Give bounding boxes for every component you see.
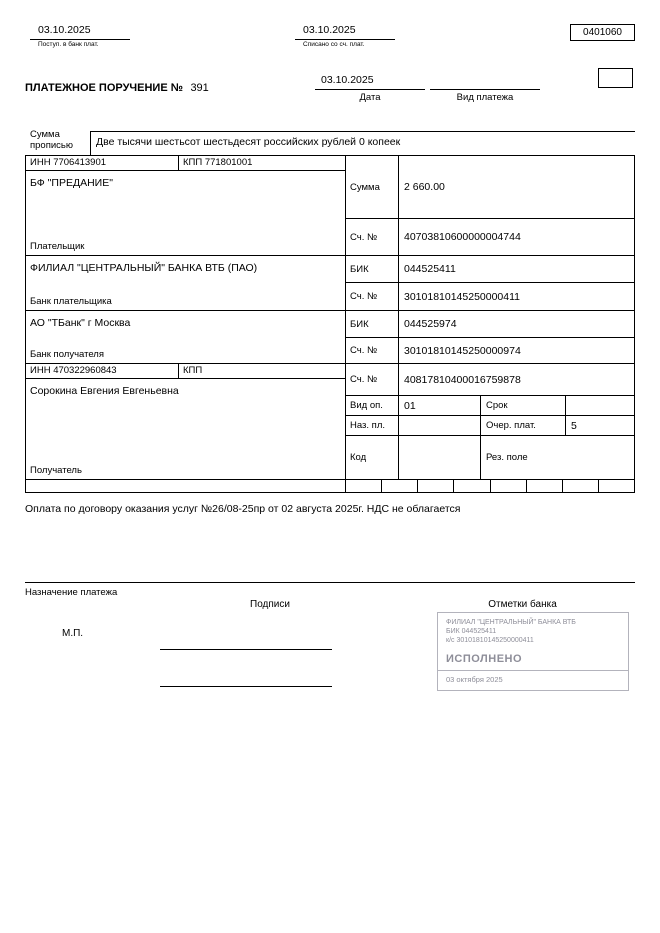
tax-field-cell <box>491 480 527 492</box>
bank-marks-label: Отметки банка <box>488 599 557 610</box>
payer-bank-bik-label: БИК <box>346 256 399 282</box>
document-date: 03.10.2025 <box>315 74 425 90</box>
payer-kpp: КПП 771801001 <box>183 157 253 168</box>
amount-words-label <box>30 129 88 151</box>
document-title <box>25 78 209 96</box>
debited-date-label: Списано со сч. плат. <box>303 41 365 48</box>
payer-bank-bik: 044525411 <box>404 263 456 275</box>
requisites-left-column <box>26 156 346 479</box>
amount-words-label-line1: Сумма <box>30 129 60 140</box>
tax-field-cell <box>599 480 634 492</box>
document-date-label: Дата <box>359 92 381 103</box>
receiver-account: 40817810400016759878 <box>404 373 521 386</box>
document-number: 391 <box>190 82 209 94</box>
stamp-corr-account: к/с 30101810145250000411 <box>446 637 534 644</box>
amount-words-label-line2: прописью <box>30 140 73 151</box>
payer-block <box>26 171 345 256</box>
requisites-table <box>25 155 635 480</box>
receiver-name: Сорокина Евгения Евгеньевна <box>30 385 179 397</box>
received-date-block <box>30 24 130 48</box>
purpose-code-label: Наз. пл. <box>346 416 399 435</box>
sum-row <box>346 156 634 219</box>
stamp-bik: БИК 044525411 <box>446 628 497 635</box>
status-field-box <box>598 68 633 88</box>
debited-date-block <box>295 24 395 48</box>
signature-line-1 <box>160 634 332 650</box>
op-type-value: 01 <box>399 396 481 415</box>
receiver-bank-block <box>26 311 345 364</box>
tax-field-cell <box>527 480 563 492</box>
sum-label: Сумма <box>346 156 399 218</box>
tax-fields-row <box>25 480 635 493</box>
receiver-bank-account-row <box>346 338 634 364</box>
payer-bank-block <box>26 256 345 311</box>
tax-field-cell <box>382 480 418 492</box>
purpose-code-value <box>399 416 481 435</box>
receiver-account-row <box>346 364 634 396</box>
receiver-bank-bik-row <box>346 311 634 338</box>
signature-line-2 <box>160 671 332 687</box>
payer-account-row <box>346 219 634 256</box>
receiver-bank-bik-label: БИК <box>346 311 399 337</box>
tax-field-cell <box>418 480 454 492</box>
receiver-kpp: КПП <box>183 365 203 376</box>
tax-field-cell <box>346 480 382 492</box>
payment-purpose-area <box>25 493 635 583</box>
payment-type-value <box>430 74 540 90</box>
payer-inn-row <box>26 156 345 171</box>
payer-inn: ИНН 7706413901 <box>26 156 179 170</box>
priority-row <box>346 416 634 436</box>
requisites-right-column <box>346 156 634 479</box>
bank-stamp <box>437 612 629 691</box>
term-label: Срок <box>481 396 566 415</box>
payer-bank-bik-row <box>346 256 634 283</box>
sum-value: 2 660.00 <box>404 181 445 193</box>
op-type-row <box>346 396 634 416</box>
document-date-block <box>315 74 425 103</box>
code-value <box>399 436 481 479</box>
code-label: Код <box>346 436 399 479</box>
signatures-label: Подписи <box>250 599 290 610</box>
payer-bank-name: ФИЛИАЛ "ЦЕНТРАЛЬНЫЙ" БАНКА ВТБ (ПАО) <box>30 262 258 274</box>
payer-account-label: Сч. № <box>346 219 399 255</box>
mp-label: М.П. <box>62 628 84 639</box>
receiver-block <box>26 379 345 479</box>
receiver-account-label: Сч. № <box>346 364 399 395</box>
received-date: 03.10.2025 <box>30 24 130 40</box>
debited-date: 03.10.2025 <box>295 24 395 40</box>
stamp-bank-name: ФИЛИАЛ "ЦЕНТРАЛЬНЫЙ" БАНКА ВТБ <box>446 619 576 626</box>
priority-value: 5 <box>571 419 577 432</box>
payer-bank-account-row <box>346 283 634 311</box>
receiver-bank-name: АО "ТБанк" г Москва <box>30 317 131 329</box>
amount-words-value: Две тысячи шестьсот шестьдесят российских рублей 0 копеек <box>90 131 635 155</box>
payer-bank-account: 30101810145250000411 <box>404 290 521 303</box>
receiver-bank-bik: 044525974 <box>404 318 457 330</box>
receiver-inn-row <box>26 364 345 379</box>
stamp-status: ИСПОЛНЕНО <box>446 653 523 665</box>
payment-type-block <box>430 74 540 103</box>
document-title-text: ПЛАТЕЖНОЕ ПОРУЧЕНИЕ № <box>25 82 183 94</box>
stamp-divider <box>438 670 628 671</box>
stamp-date: 03 октября 2025 <box>446 675 503 684</box>
payment-type-label: Вид платежа <box>456 92 514 103</box>
receiver-bank-account-label: Сч. № <box>346 338 399 363</box>
received-date-label: Поступ. в банк плат. <box>38 41 99 48</box>
code-row <box>346 436 634 479</box>
receiver-bank-account: 30101810145250000974 <box>404 344 521 357</box>
term-value <box>566 396 634 415</box>
payment-purpose-label: Назначение платежа <box>25 587 118 598</box>
receiver-inn: ИНН 470322960843 <box>26 364 179 378</box>
tax-field-cell <box>563 480 599 492</box>
receiver-bank-label: Банк получателя <box>30 349 104 360</box>
priority-label: Очер. плат. <box>481 416 566 435</box>
payer-label: Плательщик <box>30 241 85 252</box>
tax-field-cell <box>26 480 346 492</box>
payer-account: 40703810600000004744 <box>404 231 521 243</box>
payer-bank-label: Банк плательщика <box>30 296 112 307</box>
payment-purpose-text: Оплата по договору оказания услуг №26/08-25пр от 02 августа 2025г. НДС не облагается <box>25 503 461 515</box>
payer-name: БФ "ПРЕДАНИЕ" <box>30 177 113 189</box>
form-code-box: 0401060 <box>570 24 635 41</box>
payer-bank-account-label: Сч. № <box>346 283 399 310</box>
op-type-label: Вид оп. <box>346 396 399 415</box>
tax-field-cell <box>454 480 490 492</box>
receiver-label: Получатель <box>30 465 82 476</box>
reserve-field-label: Рез. поле <box>486 452 528 463</box>
